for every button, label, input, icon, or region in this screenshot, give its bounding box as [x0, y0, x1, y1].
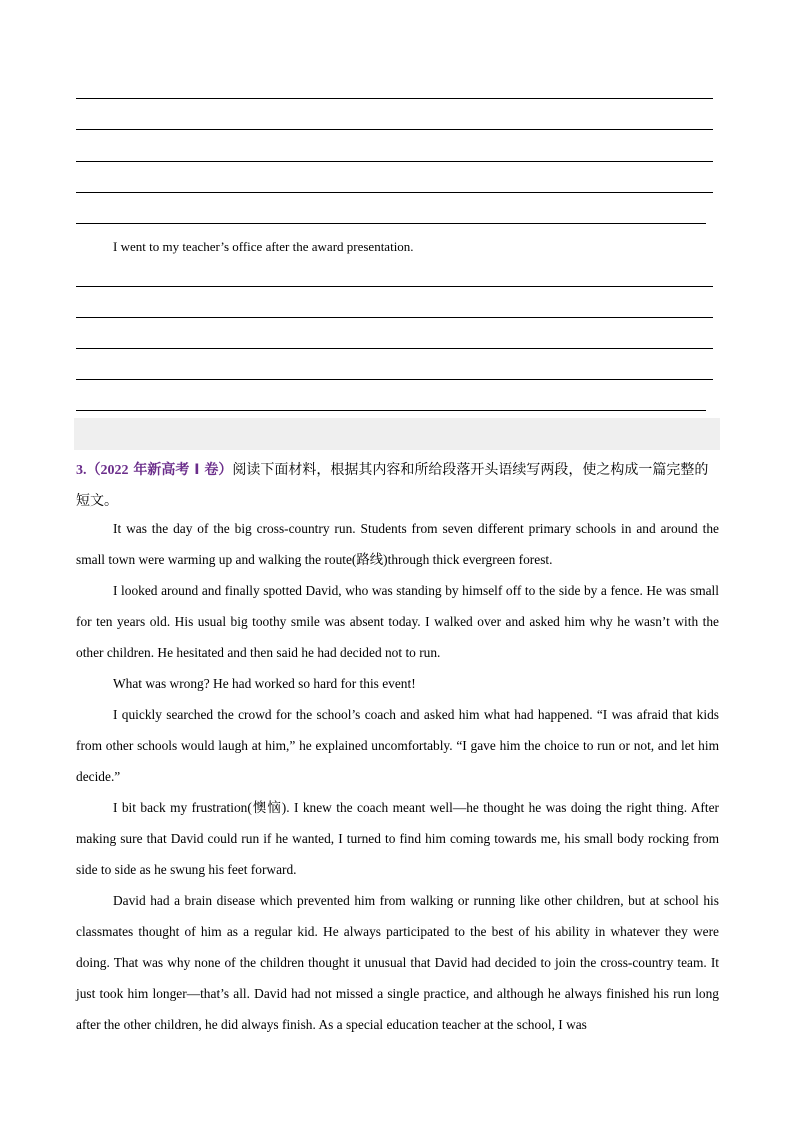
- question-heading: [76, 455, 720, 516]
- writing-line: [76, 129, 713, 130]
- writing-line: [76, 317, 713, 318]
- writing-line: [76, 410, 706, 411]
- question-source-tag: 3.（2022 年新高考 I 卷）: [76, 462, 233, 478]
- writing-line: [76, 286, 713, 287]
- writing-line: [76, 348, 713, 349]
- passage-paragraph: It was the day of the big cross-country run. Students from seven different primary schools in and around the small town were warming up and walking the route(路线)through thick evergreen forest.: [76, 521, 719, 567]
- passage-paragraph: David had a brain disease which prevented him from walking or running like other children, but at school his classmates thought of him as a regular kid. He always participated to the best of his ability in whatever they were doing. That was why none of the children thought it unusual that David had decided to join the cross-country team. It just took him longer—that’s all. David had not missed a single practice, and although he always finished his run long after the other children, he did always finish. As a special education teacher at the school, I was: [76, 893, 719, 1032]
- passage-paragraph: I looked around and finally spotted David, who was standing by himself off to the side by a fence. He was small for ten years old. His usual big toothy smile was absent today. I walked over and asked him why he wasn’t with the other children. He hesitated and then said he had decided not to run.: [76, 583, 719, 660]
- paragraph-prompt: I went to my teacher’s office after the award presentation.: [113, 239, 414, 254]
- passage-paragraph: I quickly searched the crowd for the school’s coach and asked him what had happened. “I was afraid that kids from other schools would laugh at him,” he explained uncomfortably. “I gave him the choice to run or not, and let him decide.”: [76, 707, 719, 784]
- section-separator: [74, 418, 720, 450]
- passage-paragraph: I bit back my frustration(懊恼). I knew the coach meant well—he thought he was doing the right thing. After making sure that David could run if he wanted, I turned to find him coming towards me, his small body rocking from side to side as he swung his feet forward.: [76, 800, 719, 877]
- passage-paragraph: What was wrong? He had worked so hard for this event!: [113, 676, 416, 691]
- writing-line: [76, 98, 713, 99]
- reading-passage: [76, 513, 719, 1040]
- writing-line: [76, 192, 713, 193]
- writing-line: [76, 161, 713, 162]
- writing-line: [76, 379, 713, 380]
- writing-line: [76, 223, 706, 224]
- question-instruction: 阅读下面材料，根据其内容和所给段落开头语续写两段，使之构成一篇完整的短文。: [76, 462, 709, 509]
